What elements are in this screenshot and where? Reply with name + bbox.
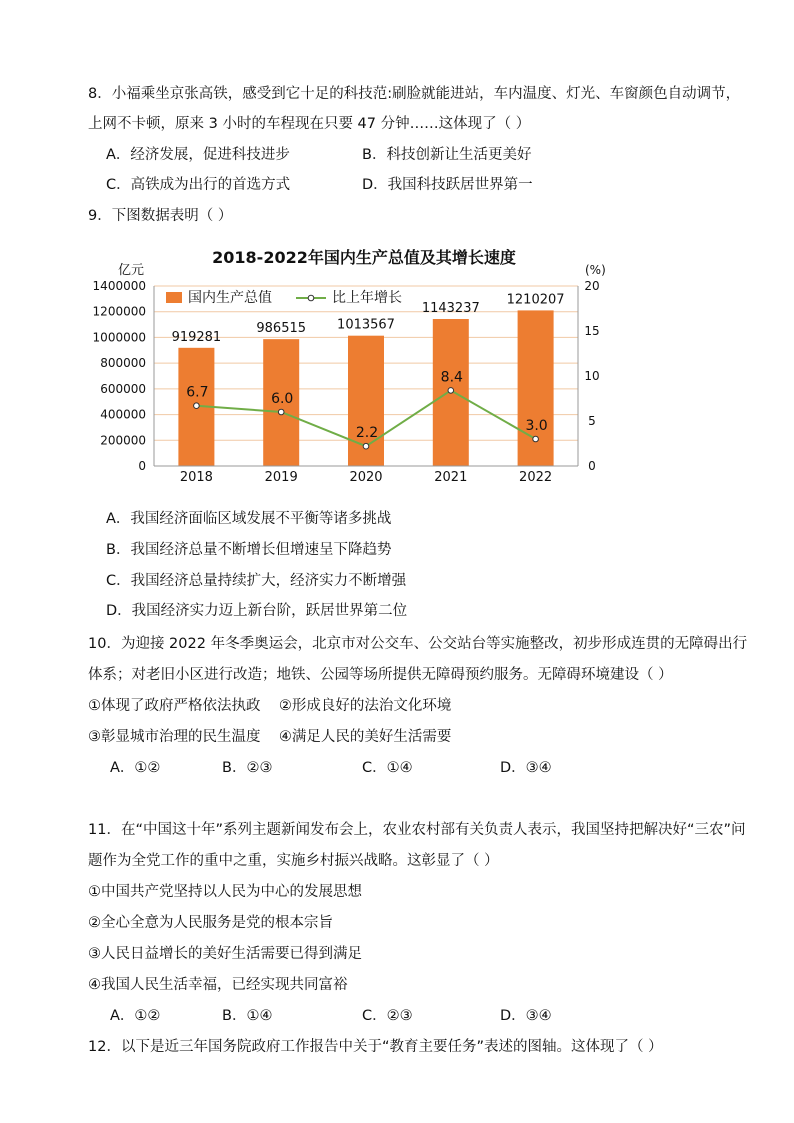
q11-stem-line2: 题作为全党工作的重中之重，实施乡村振兴战略。这彰显了（ ） — [88, 853, 499, 869]
left-tick-label: 600000 — [100, 381, 146, 396]
q11-option-a: A．①② — [110, 1008, 161, 1024]
q11-stem-line1: 11．在“中国这十年”系列主题新闻发布会上，农业农村部有关负责人表示，我国坚持把解决好“三农”问 — [88, 822, 746, 838]
q10-option-b: B．②③ — [222, 760, 273, 776]
left-tick-label: 1200000 — [92, 304, 146, 319]
q8-option-c: C．高铁成为出行的首选方式 — [106, 177, 291, 193]
left-tick-label: 200000 — [100, 433, 146, 448]
q9-option-d: D．我国经济实力迈上新台阶，跃居世界第二位 — [106, 603, 408, 619]
gdp-value-label: 1143237 — [421, 301, 480, 317]
right-tick-label: 10 — [584, 369, 600, 383]
growth-point — [363, 443, 369, 449]
q10-stem-line2: 体系；对老旧小区进行改造；地铁、公园等场所提供无障碍预约服务。无障碍环境建设（ ） — [88, 667, 673, 683]
left-tick-label: 400000 — [100, 407, 146, 422]
x-tick-label: 2019 — [264, 470, 298, 485]
q9-option-c: C．我国经济总量持续扩大，经济实力不断增强 — [106, 573, 407, 589]
q9-option-b: B．我国经济总量不断增长但增速呈下降趋势 — [106, 542, 392, 558]
q11-option-c: C．②③ — [362, 1008, 413, 1024]
q8-option-d: D．我国科技跃居世界第一 — [362, 177, 533, 193]
growth-point — [194, 403, 200, 409]
q10-option-a: A．①② — [110, 760, 161, 776]
bars — [178, 310, 553, 466]
q10-option-c: C．①④ — [362, 760, 413, 776]
legend-bar-label: 国内生产总值 — [188, 290, 272, 306]
gdp-value-label: 1210207 — [506, 292, 565, 308]
right-tick-label: 15 — [584, 324, 600, 338]
legend-bar-swatch — [166, 292, 182, 303]
q8-stem-line2: 上网不卡顿，原来 3 小时的车程现在只要 47 分钟……这体现了（ ） — [88, 116, 531, 132]
left-tick-label: 800000 — [100, 356, 146, 371]
q11-item-1: ①中国共产党坚持以人民为中心的发展思想 — [88, 884, 362, 900]
growth-value-label: 2.2 — [355, 425, 379, 442]
left-tick-label: 0 — [138, 459, 146, 473]
legend — [166, 289, 402, 306]
legend-line-marker — [308, 295, 314, 301]
growth-value-label: 3.0 — [525, 418, 548, 434]
right-tick-label: 0 — [588, 459, 596, 473]
gdp-bar — [518, 310, 554, 466]
x-tick-label: 2020 — [349, 470, 383, 485]
growth-value-label: 6.0 — [271, 391, 294, 407]
left-axis-unit: 亿元 — [118, 263, 145, 278]
q9-stem: 9．下图数据表明（ ） — [88, 208, 233, 224]
growth-value-label: 6.7 — [186, 384, 209, 401]
q11-item-2: ②全心全意为人民服务是党的根本宗旨 — [88, 915, 333, 931]
x-tick-label: 2022 — [519, 470, 553, 485]
q10-items-line2: ③彰显城市治理的民生温度 ④满足人民的美好生活需要 — [88, 729, 452, 745]
left-tick-label: 1400000 — [92, 279, 146, 293]
x-tick-label: 2018 — [179, 470, 213, 485]
growth-point — [278, 409, 284, 415]
q8-option-a: A．经济发展，促进科技进步 — [106, 147, 290, 163]
q9-option-a: A．我国经济面临区域发展不平衡等诸多挑战 — [106, 511, 392, 527]
legend-line-label: 比上年增长 — [332, 290, 402, 306]
right-tick-label: 5 — [588, 414, 596, 428]
q10-stem-line1: 10．为迎接 2022 年冬季奥运会，北京市对公交车、公交站台等实施整改，初步形成连贯的无障碍出行 — [88, 636, 748, 652]
gdp-value-label: 1013567 — [337, 317, 395, 333]
right-axis-unit: (%) — [585, 263, 606, 277]
growth-point — [533, 436, 539, 442]
left-tick-label: 1000000 — [92, 330, 146, 345]
q11-option-b: B．①④ — [222, 1008, 273, 1024]
q11-item-3: ③人民日益增长的美好生活需要已得到满足 — [88, 946, 362, 962]
q11-option-d: D．③④ — [500, 1008, 552, 1024]
right-tick-label: 20 — [584, 279, 600, 293]
q10-items-line1: ①体现了政府严格依法执政 ②形成良好的法治文化环境 — [88, 698, 452, 714]
gdp-value-label: 986515 — [256, 321, 307, 337]
gdp-value-label: 919281 — [171, 329, 222, 345]
x-tick-label: 2021 — [434, 470, 468, 485]
q8-stem-line1: 8．小福乘坐京张高铁，感受到它十足的科技范:刷脸就能进站，车内温度、灯光、车窗颜色自动调节， — [88, 86, 741, 102]
growth-value-label: 8.4 — [440, 369, 463, 386]
q8-option-b: B．科技创新让生活更美好 — [362, 147, 532, 163]
gdp-chart — [88, 238, 608, 488]
q12-stem: 12．以下是近三年国务院政府工作报告中关于“教育主要任务”表述的图轴。这体现了（ ） — [88, 1039, 663, 1055]
chart-title: 2018-2022年国内生产总值及其增长速度 — [212, 248, 516, 267]
q11-item-4: ④我国人民生活幸福，已经实现共同富裕 — [88, 977, 348, 993]
q10-option-d: D．③④ — [500, 760, 552, 776]
growth-point — [448, 388, 454, 394]
